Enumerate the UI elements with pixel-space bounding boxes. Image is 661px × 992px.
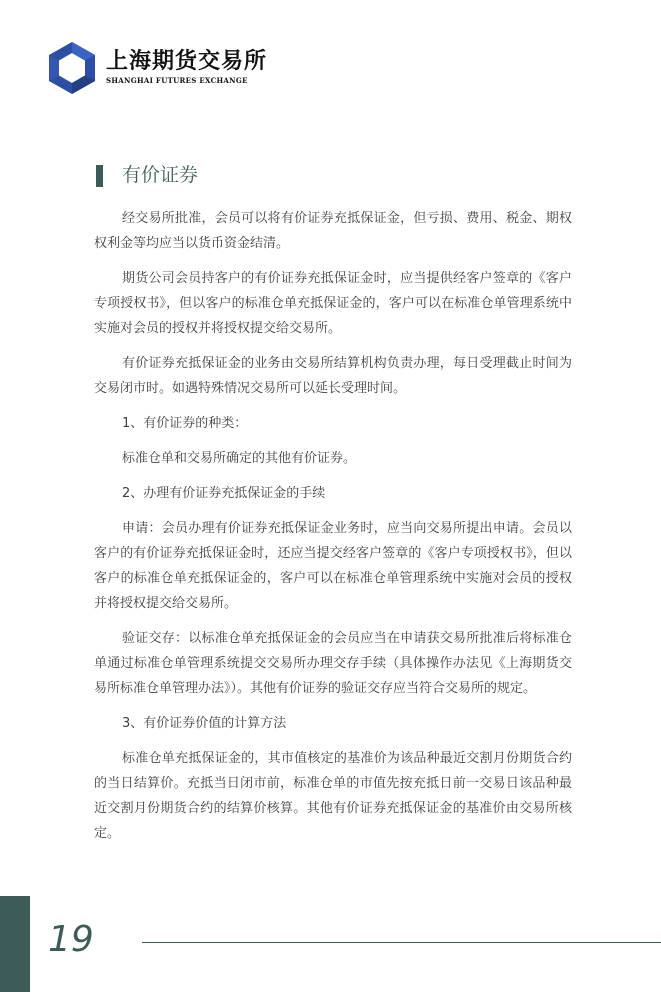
paragraph: 验证交存：以标准仓单充抵保证金的会员应当在申请获交易所批准后将标准仓单通过标准仓单管理系统提交交易所办理交存手续（具体操作办法见《上海期货交易所标准仓单管理办法》）。其他有价证券的验证交存应当符合交易所的规定。 [94, 631, 572, 696]
paragraph: 2、办理有价证券充抵保证金的手续 [122, 486, 326, 501]
paragraph: 标准仓单和交易所确定的其他有价证券。 [122, 451, 357, 466]
paragraph: 标准仓单充抵保证金的，其市值核定的基准价为该品种最近交割月份期货合约的当日结算价。充抵当日闭市前，标准仓单的市值先按充抵日前一交易日该品种最近交割月份期货合约的结算价核算。其他有价证券充抵保证金的基准价由交易所核定。 [94, 751, 572, 841]
paragraph: 申请：会员办理有价证券充抵保证金业务时，应当向交易所提出申请。会员以客户的有价证券充抵保证金时，还应当提交经客户签章的《客户专项授权书》，但以客户的标准仓单充抵保证金的，客户可以在标准仓单管理系统中实施对会员的授权并将授权提交给交易所。 [94, 521, 572, 611]
paragraph: 有价证券充抵保证金的业务由交易所结算机构负责办理，每日受理截止时间为交易闭市时。如遇特殊情况交易所可以延长受理时间。 [94, 356, 572, 396]
exchange-logo [44, 40, 268, 96]
section-title: 有价证券 [122, 164, 199, 186]
paragraph: 3、有价证券价值的计算方法 [122, 716, 287, 731]
logo-english-name: SHANGHAI FUTURES EXCHANGE [106, 76, 248, 85]
sfe-hexagon-logo-icon [44, 40, 100, 96]
page-number: 19 [48, 919, 94, 960]
body-text [94, 206, 572, 856]
section-marker-bar [96, 165, 103, 187]
paragraph: 经交易所批准，会员可以将有价证券充抵保证金，但亏损、费用、税金、期权权利金等均应当以货币资金结清。 [94, 211, 572, 251]
paragraph: 期货公司会员持客户的有价证券充抵保证金时，应当提供经客户签章的《客户专项授权书》，但以客户的标准仓单充抵保证金的，客户可以在标准仓单管理系统中实施对会员的授权并将授权提交给交易所。 [94, 271, 572, 336]
footer-color-block [0, 896, 30, 992]
logo-chinese-name: 上海期货交易所 [106, 48, 268, 74]
paragraph: 1、有价证券的种类： [122, 416, 248, 431]
footer-divider [142, 942, 661, 943]
